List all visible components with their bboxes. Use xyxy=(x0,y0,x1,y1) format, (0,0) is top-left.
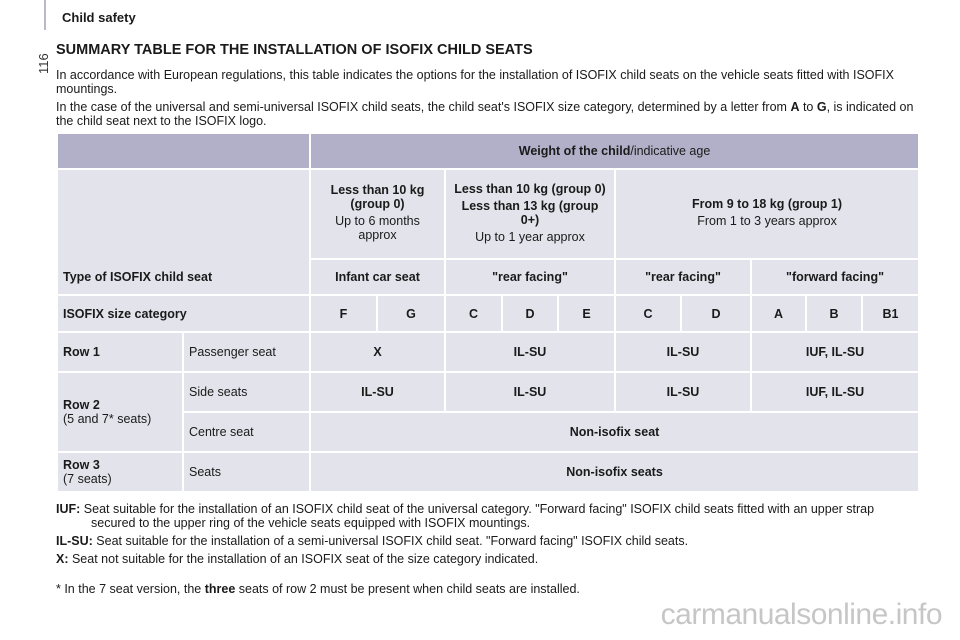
seat-type-rear-facing: "rear facing" xyxy=(616,260,750,294)
legend-x xyxy=(56,552,916,566)
intro-text xyxy=(56,68,916,132)
row1-label: Row 1 xyxy=(58,333,182,371)
isofix-table xyxy=(56,132,920,493)
footnote-emphasis: three xyxy=(204,582,236,596)
row3-value: Non-isofix seats xyxy=(311,453,918,491)
size-cell: G xyxy=(378,296,444,331)
row3-label: Row 3 xyxy=(63,458,100,472)
footnote xyxy=(56,582,580,596)
weight-header-spacer xyxy=(58,134,309,168)
age-range-label: From 1 to 3 years approx xyxy=(697,214,837,228)
age-range-label: Up to 1 year approx xyxy=(475,229,585,244)
row2-side-value: IL-SU xyxy=(311,373,444,411)
size-label: ISOFIX size category xyxy=(58,296,309,331)
size-cell: D xyxy=(682,296,750,331)
group-cell-1 xyxy=(311,170,444,258)
row2-side-value: IL-SU xyxy=(616,373,750,411)
row3-position: Seats xyxy=(184,453,309,491)
weight-group-label: Less than 10 kg (group 0) xyxy=(454,181,606,196)
intro-text-part: In the case of the universal and semi-universal ISOFIX child seats, the child seat's ISOFIX size category, determined by a letter from xyxy=(56,100,791,114)
row3-sublabel: (7 seats) xyxy=(63,472,112,486)
size-cell: B1 xyxy=(863,296,918,331)
intro-text-part: to xyxy=(799,100,817,114)
size-cell: E xyxy=(559,296,614,331)
row1-value: IUF, IL-SU xyxy=(752,333,918,371)
row2-side-value: IL-SU xyxy=(446,373,614,411)
legend-key: X: xyxy=(56,552,69,566)
row2-centre-value: Non-isofix seat xyxy=(311,413,918,451)
page-title: SUMMARY TABLE FOR THE INSTALLATION OF ISOFIX CHILD SEATS xyxy=(56,42,533,58)
type-label: Type of ISOFIX child seat xyxy=(58,170,309,294)
row3-label-cell xyxy=(58,453,182,491)
legend-iuf xyxy=(56,502,916,530)
watermark: carmanualsonline.info xyxy=(660,598,942,631)
size-cell: C xyxy=(616,296,680,331)
intro-paragraph-2 xyxy=(56,100,916,128)
age-range-label: Up to 6 months approx xyxy=(335,214,420,242)
size-cell: A xyxy=(752,296,805,331)
group-cell-2 xyxy=(446,170,614,258)
weight-header-rest: /indicative age xyxy=(630,144,711,158)
intro-paragraph-1: In accordance with European regulations, this table indicates the options for the installation of ISOFIX child seats on the vehicle seats fitted with ISOFIX mountings. xyxy=(56,68,894,96)
seat-type-infant: Infant car seat xyxy=(311,260,444,294)
row2-side-value: IUF, IL-SU xyxy=(752,373,918,411)
row1-value: X xyxy=(311,333,444,371)
row2-centre-position: Centre seat xyxy=(184,413,309,451)
group-cell-3 xyxy=(616,170,918,258)
weight-group-label: Less than 13 kg (group 0+) xyxy=(461,198,599,227)
row2-label-cell xyxy=(58,373,182,451)
letter-a: A xyxy=(790,100,800,114)
seat-type-forward-facing: "forward facing" xyxy=(752,260,918,294)
size-cell: F xyxy=(311,296,376,331)
size-cell: C xyxy=(446,296,501,331)
size-cell: B xyxy=(807,296,861,331)
row2-label: Row 2 xyxy=(63,398,100,412)
legend-key: IUF: xyxy=(56,502,81,516)
weight-group-label: From 9 to 18 kg (group 1) xyxy=(692,197,843,211)
legend-text: Seat suitable for the installation of a semi-universal ISOFIX child seat. "Forward facing" ISOFIX child seats. xyxy=(92,534,689,548)
legend xyxy=(56,502,916,570)
page-number: 116 xyxy=(36,53,51,74)
row2-side-position: Side seats xyxy=(184,373,309,411)
seat-type-rear-facing: "rear facing" xyxy=(446,260,614,294)
row1-value: IL-SU xyxy=(616,333,750,371)
section-title: Child safety xyxy=(62,10,136,25)
legend-text: Seat not suitable for the installation of an ISOFIX seat of the size category indicated. xyxy=(68,552,539,566)
legend-ilsu xyxy=(56,534,916,548)
size-cell: D xyxy=(503,296,557,331)
footnote-text: seats of row 2 must be present when child seats are installed. xyxy=(235,582,580,596)
intro-text-part: , is indicated on the child seat next to the ISOFIX logo. xyxy=(56,100,914,128)
weight-group-label: Less than 10 kg (group 0) xyxy=(330,183,425,211)
letter-g: G xyxy=(816,100,827,114)
row1-value: IL-SU xyxy=(446,333,614,371)
footnote-text: * In the 7 seat version, the xyxy=(56,582,205,596)
weight-header xyxy=(311,134,918,168)
margin-rule xyxy=(44,0,46,30)
row2-sublabel: (5 and 7* seats) xyxy=(63,412,152,426)
weight-header-bold: Weight of the child xyxy=(518,144,631,158)
row1-position: Passenger seat xyxy=(184,333,309,371)
legend-key: IL-SU: xyxy=(56,534,93,548)
legend-text: Seat suitable for the installation of an ISOFIX child seat of the universal category. "Forward facing" ISOFIX child seats fitted with an upper strap secured to the upper ring of the vehicle seats equipped with ISOFIX mountings. xyxy=(80,502,875,530)
